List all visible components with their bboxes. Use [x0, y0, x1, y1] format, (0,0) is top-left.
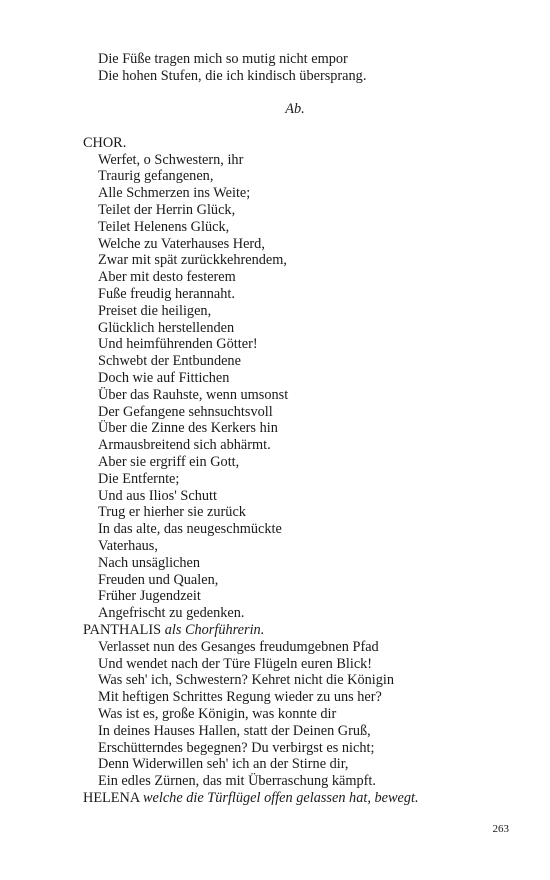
speaker-panthalis: PANTHALIS: [83, 622, 162, 638]
verse-line: Aber mit desto festerem: [98, 269, 236, 285]
stage-direction-helena: welche die Türflügel offen gelassen hat, bewegt.: [142, 790, 419, 806]
verse-line: Freuden und Qualen,: [98, 572, 219, 588]
verse-line: Und wendet nach der Türe Flügeln euren Blick!: [98, 656, 373, 672]
speaker-helena-heading: [83, 790, 419, 807]
verse-line: Aber sie ergriff ein Gott,: [98, 454, 240, 470]
verse-line: Armausbreitend sich abhärmt.: [98, 437, 271, 453]
verse-line: Die Füße tragen mich so mutig nicht empor: [98, 51, 348, 67]
verse-line: In deines Hauses Hallen, statt der Deinen Gruß,: [98, 723, 371, 739]
verse-line: Erschütterndes begegnen? Du verbirgst es nicht;: [98, 740, 375, 756]
verse-line: Welche zu Vaterhauses Herd,: [98, 236, 265, 252]
verse-line: Doch wie auf Fittichen: [98, 370, 230, 386]
verse-line: Teilet der Herrin Glück,: [98, 202, 236, 218]
verse-line: Die hohen Stufen, die ich kindisch übersprang.: [98, 68, 367, 84]
verse-line: Schwebt der Entbundene: [98, 353, 241, 369]
verse-line: Denn Widerwillen seh' ich an der Stirne dir,: [98, 756, 349, 772]
verse-line: Was ist es, große Königin, was konnte dir: [98, 706, 337, 722]
verse-line: Ein edles Zürnen, das mit Überraschung kämpft.: [98, 773, 376, 789]
speaker-panthalis-heading: [83, 622, 264, 639]
verse-line: Verlasset nun des Gesanges freudumgebnen Pfad: [98, 639, 379, 655]
verse-line: Über das Rauhste, wenn umsonst: [98, 387, 289, 403]
verse-line: Und aus Ilios' Schutt: [98, 488, 217, 504]
verse-line: Trug er hierher sie zurück: [98, 504, 246, 520]
verse-line: Die Entfernte;: [98, 471, 180, 487]
verse-line: Angefrischt zu gedenken.: [98, 605, 245, 621]
verse-line: Glücklich herstellenden: [98, 320, 235, 336]
verse-line: Teilet Helenens Glück,: [98, 219, 230, 235]
verse-line: In das alte, das neugeschmückte: [98, 521, 282, 537]
verse-line: Über die Zinne des Kerkers hin: [98, 420, 278, 436]
verse-line: Vaterhaus,: [98, 538, 158, 554]
verse-line: Fuße freudig herannaht.: [98, 286, 235, 302]
verse-line: Werfet, o Schwestern, ihr: [98, 152, 244, 168]
speaker-chor: CHOR.: [83, 135, 127, 151]
verse-line: Alle Schmerzen ins Weite;: [98, 185, 251, 201]
verse-line: Früher Jugendzeit: [98, 588, 201, 604]
speaker-helena: HELENA: [83, 790, 140, 806]
verse-line: Was seh' ich, Schwestern? Kehret nicht die Königin: [98, 672, 395, 688]
verse-line: Mit heftigen Schrittes Regung wieder zu uns her?: [98, 689, 382, 705]
stage-direction-exit: Ab.: [285, 101, 305, 117]
verse-line: Zwar mit spät zurückkehrendem,: [98, 252, 287, 268]
page-number: 263: [492, 823, 509, 835]
verse-line: Preiset die heiligen,: [98, 303, 212, 319]
verse-line: Der Gefangene sehnsuchtsvoll: [98, 404, 273, 420]
verse-line: Traurig gefangenen,: [98, 168, 214, 184]
verse-line: Nach unsäglichen: [98, 555, 201, 571]
stage-direction-panthalis: als Chorführerin.: [164, 622, 265, 638]
verse-line: Und heimführenden Götter!: [98, 336, 258, 352]
